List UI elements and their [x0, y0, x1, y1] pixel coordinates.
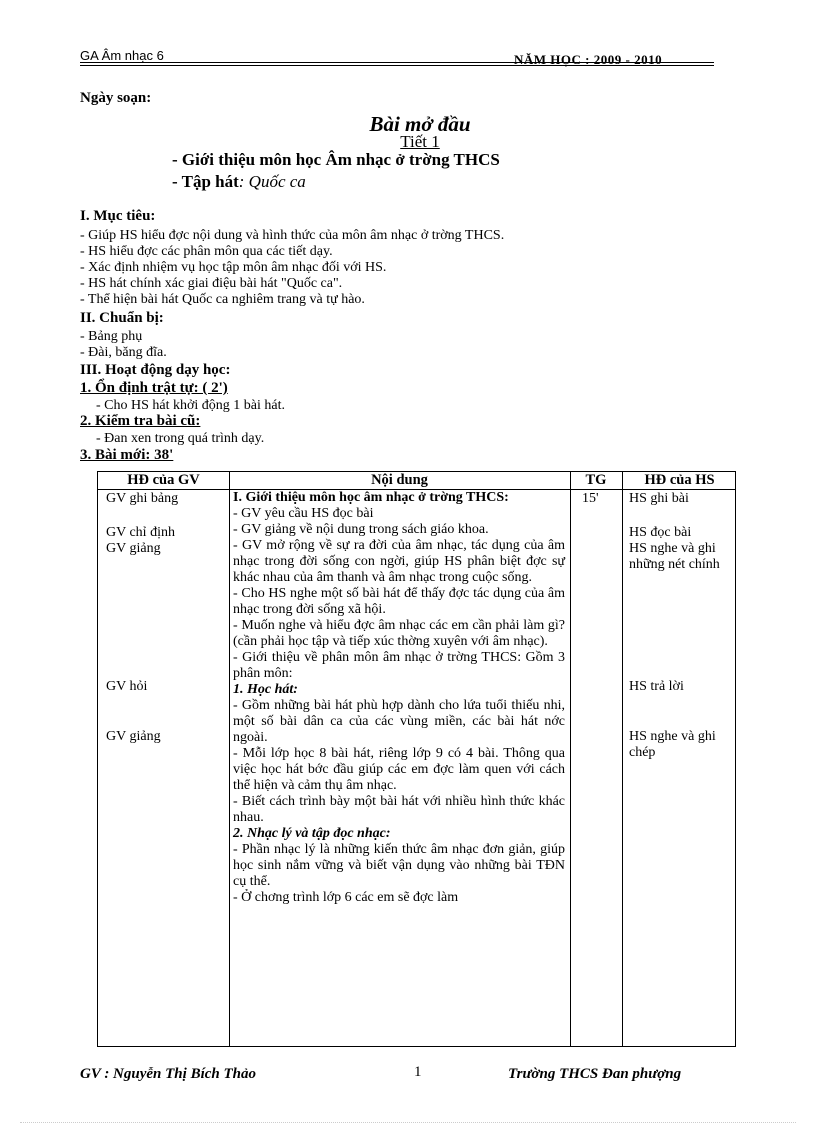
content-line: - Gồm những bài hát phù hợp dành cho lứa tuổi thiếu nhi, một số bài dân ca của các vùng miền, các bài hát nớc ngoài.	[233, 698, 565, 745]
time-value: 15'	[582, 491, 599, 506]
step-title: 1. Ổn định trật tự: ( 2')	[80, 380, 228, 396]
header-rule	[80, 62, 714, 63]
topic-song	[172, 172, 306, 192]
teacher-activity: GV hỏi	[106, 679, 148, 694]
objective-item: - HS hát chính xác giai điệu bài hát "Quốc ca".	[80, 276, 343, 291]
content-line: - Biết cách trình bày một bài hát với nhiều hình thức khác nhau.	[233, 794, 565, 825]
topic-song-prefix: - Tập hát	[172, 172, 239, 191]
step-title: 3. Bài mới: 38'	[80, 447, 174, 463]
content-line: - Muốn nghe và hiểu đợc âm nhạc các em cần phải làm gì? (cần phải học tập và tiếp xúc thờng xuyên với âm nhạc).	[233, 618, 565, 649]
topic-song-name: : Quốc ca	[238, 172, 306, 191]
content-line: - Mỗi lớp học 8 bài hát, riêng lớp 9 có 4 bài. Thông qua việc học hát bớc đầu giúp các em đợc làm quen với cách thể hiện và cảm thụ âm nhạc.	[233, 746, 565, 793]
step-title: 2. Kiểm tra bài cũ:	[80, 413, 201, 429]
student-activity: HS ghi bài	[629, 491, 689, 506]
objective-item: - HS hiểu đợc các phân môn qua các tiết dạy.	[80, 244, 333, 259]
column-header-teacher: HĐ của GV	[127, 472, 200, 488]
student-activity: HS nghe và ghi những nét chính	[629, 541, 720, 572]
step-detail: - Đan xen trong quá trình dạy.	[96, 431, 265, 446]
page-title: Bài mở đầu	[369, 112, 471, 136]
student-activity: HS đọc bài	[629, 525, 692, 540]
preparation-item: - Bảng phụ	[80, 329, 143, 344]
teacher-activity: GV chỉ định	[106, 525, 175, 540]
step-detail: - Cho HS hát khởi động 1 bài hát.	[96, 398, 285, 413]
teacher-activity: GV giảng	[106, 729, 161, 744]
column-header-content: Nội dung	[371, 472, 428, 488]
content-line: - GV mở rộng về sự ra đời của âm nhạc, tác dụng của âm nhạc trong đời sống con ngời, giúp HS phân biệt đợc sự khác nhau của âm thanh và âm nhạc trong cuộc sống.	[233, 538, 565, 585]
content-line: - Phần nhạc lý là những kiến thức âm nhạc đơn giản, giúp học sinh nắm vững và biết vận dụng vào những bài TĐN cụ thể.	[233, 842, 565, 889]
column-divider	[570, 472, 571, 1046]
content-line: - GV giảng về nội dung trong sách giáo khoa.	[233, 522, 489, 537]
column-divider	[229, 472, 230, 1046]
lesson-number: Tiết 1	[400, 132, 440, 151]
content-subheading: 2. Nhạc lý và tập đọc nhạc:	[233, 826, 391, 841]
column-header-student: HĐ của HS	[644, 472, 715, 488]
page-number: 1	[414, 1064, 422, 1080]
objective-item: - Xác định nhiệm vụ học tập môn âm nhạc đối với HS.	[80, 260, 387, 275]
content-line: - GV yêu cầu HS đọc bài	[233, 506, 374, 521]
content-line: - Ở chơng trình lớp 6 các em sẽ đợc làm	[233, 890, 459, 905]
preparation-heading: II. Chuẩn bị:	[80, 310, 164, 326]
column-header-time: TG	[585, 472, 607, 488]
lesson-plan-table	[97, 471, 736, 1047]
content-subheading: 1. Học hát:	[233, 682, 298, 697]
topic-intro: - Giới thiệu môn học Âm nhạc ở trờng THCS	[172, 150, 500, 169]
column-divider	[622, 472, 623, 1046]
prep-date-label: Ngày soạn:	[80, 90, 152, 106]
header-rule	[80, 65, 714, 66]
teacher-activity: GV ghi bảng	[106, 491, 179, 506]
header-school-year: NĂM HỌC : 2009 - 2010	[514, 52, 663, 67]
content-line: - Cho HS nghe một số bài hát để thấy đợc tác dụng của âm nhạc trong đời sống xã hội.	[233, 586, 565, 617]
lesson-content	[233, 490, 565, 906]
content-heading: I. Giới thiệu môn học âm nhạc ở trờng THCS:	[233, 490, 509, 505]
content-line: - Giới thiệu về phân môn âm nhạc ở trờng THCS: Gồm 3 phân môn:	[233, 650, 565, 681]
header-subject: GA Âm nhạc 6	[80, 48, 164, 63]
student-activity: HS trả lời	[629, 679, 684, 694]
objectives-heading: I. Mục tiêu:	[80, 208, 156, 224]
teacher-activity: GV giảng	[106, 541, 161, 556]
preparation-item: - Đài, băng đĩa.	[80, 345, 167, 360]
footer-teacher: GV : Nguyễn Thị Bích Thảo	[80, 1066, 256, 1082]
objective-item: - Giúp HS hiểu đợc nội dung và hình thức của môn âm nhạc ở trờng THCS.	[80, 228, 505, 243]
footer-school: Trường THCS Đan phượng	[508, 1066, 682, 1082]
student-activity: HS nghe và ghi chép	[629, 729, 716, 760]
activities-heading: III. Hoạt động dạy học:	[80, 362, 231, 378]
objective-item: - Thể hiện bài hát Quốc ca nghiêm trang và tự hào.	[80, 292, 365, 307]
